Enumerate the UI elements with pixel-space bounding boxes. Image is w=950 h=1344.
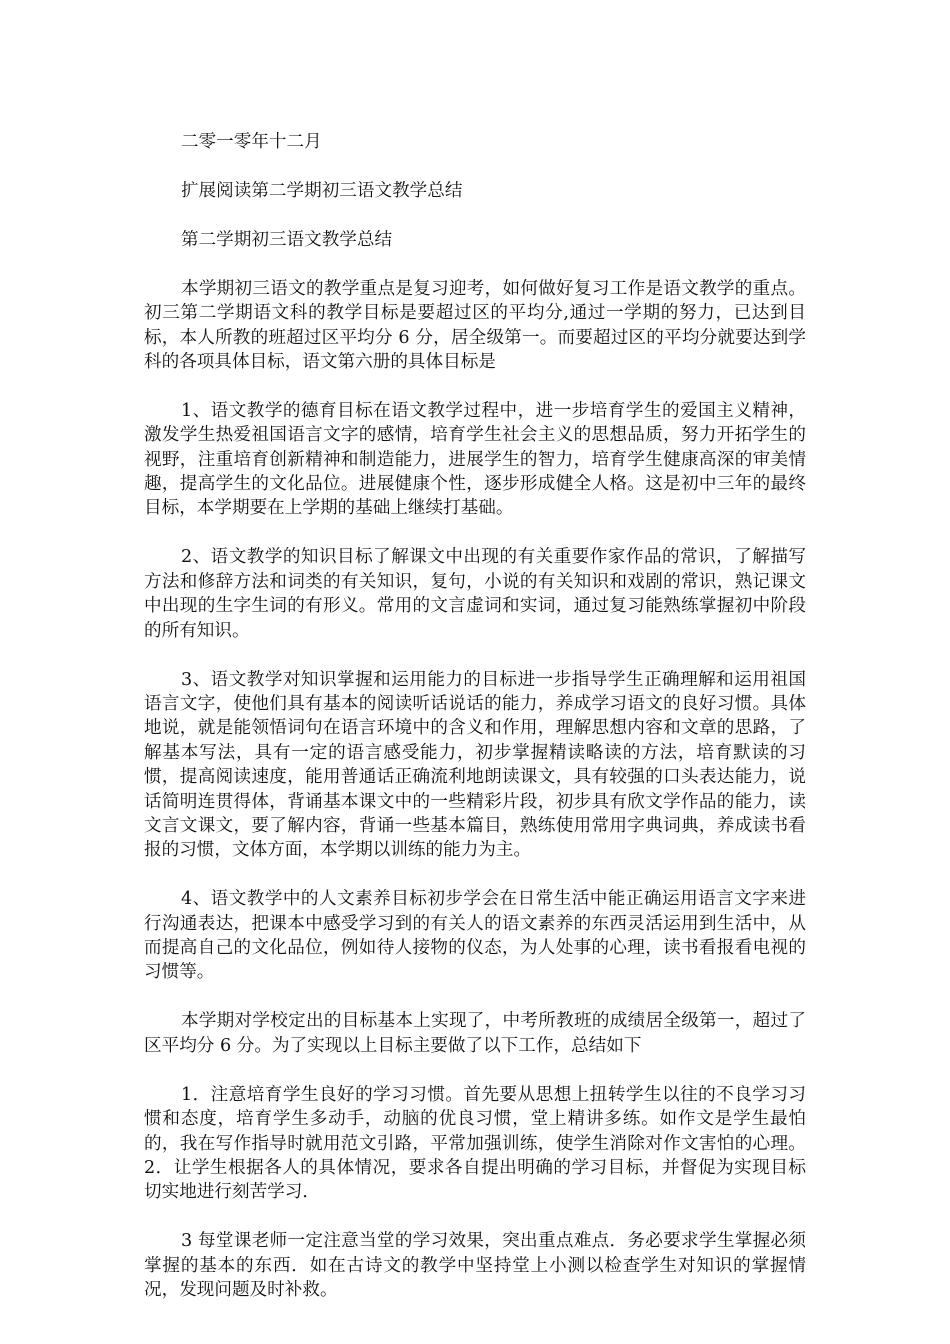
date-line: 二零一零年十二月 [180,132,322,152]
document-title: 第二学期初三语文教学总结 [180,229,393,250]
paragraph-goal-4: 4、语文教学中的人文素养目标初步学会在日常生活中能正确运用语言文字来进行沟通表达，把课本中感受学习到的有关人的语文素养的东西灵活运用到生活中，从而提高自己的文化品位，例如待人接物的仪态，为人处事的心理，读书看报看电视的习惯等。 [144,889,806,983]
paragraph-goal-2: 2、语文教学的知识目标了解课文中出现的有关重要作家作品的常识，了解描写方法和修辞方法和词类的有关知识，复句，小说的有关知识和戏剧的常识，熟记课文中出现的生字生词的有形义。常用的文言虚词和实词，通过复习能熟练掌握初中阶段的所有知识。 [144,547,806,641]
paragraph-intro: 本学期初三语文的教学重点是复习迎考，如何做好复习工作是语文教学的重点。初三第二学期语文科的教学目标是要超过区的平均分,通过一学期的努力，已达到目标，本人所教的班超过区平均分 6 分，居全级第一。而要超过区的平均分就要达到学科的各项具体目标，语文第六册的具体目标是 [144,278,806,372]
paragraph-work-3: 3 每堂课老师一定注意当堂的学习效果，突出重点难点．务必要求学生掌握必须掌握的基本的东西．如在古诗文的教学中坚持堂上小测以检查学生对知识的掌握情况，发现问题及时补救。 [144,1231,806,1301]
paragraph-work-1: 1．注意培育学生良好的学习习惯。首先要从思想上扭转学生以往的不良学习习惯和态度，培育学生多动手，动脑的优良习惯，堂上精讲多练。如作文是学生最怕的，我在写作指导时就用范文引路，平常加强训练，使学生消除对作文害怕的心理。2．让学生根据各人的具体情况，要求各自提出明确的学习目标，并督促为实现目标切实地进行刻苦学习． [144,1084,806,1203]
document-page [144,130,806,1327]
related-title: 扩展阅读第二学期初三语文教学总结 [180,180,463,201]
paragraph-summary: 本学期对学校定出的目标基本上实现了，中考所教班的成绩居全级第一，超过了区平均分 6 分。为了实现以上目标主要做了以下工作，总结如下 [144,1011,806,1056]
paragraph-goal-1: 1、语文教学的德育目标在语文教学过程中，进一步培育学生的爱国主义精神，激发学生热爱祖国语言文字的感情，培育学生社会主义的思想品质，努力开拓学生的视野，注重培育创新精神和制造能力，进展学生的智力，培育学生健康高深的审美情趣，提高学生的文化品位。进展健康个性，逐步形成健全人格。这是初中三年的最终目标，本学期要在上学期的基础上继续打基础。 [144,400,806,519]
paragraph-goal-3: 3、语文教学对知识掌握和运用能力的目标进一步指导学生正确理解和运用祖国语言文字，使他们具有基本的阅读听话说话的能力，养成学习语文的良好习惯。具体地说，就是能领悟词句在语言环境中的含义和作用，理解思想内容和文章的思路，了解基本写法，具有一定的语言感受能力，初步掌握精读略读的方法，培育默读的习惯，提高阅读速度，能用普通话正确流利地朗读课文，具有较强的口头表达能力，说话简明连贯得体，背诵基本课文中的一些精彩片段，初步具有欣文学作品的能力，读文言文课文，要了解内容，背诵一些基本篇目，熟练使用常用字典词典，养成读书看报的习惯，文体方面，本学期以训练的能力为主。 [144,669,806,861]
